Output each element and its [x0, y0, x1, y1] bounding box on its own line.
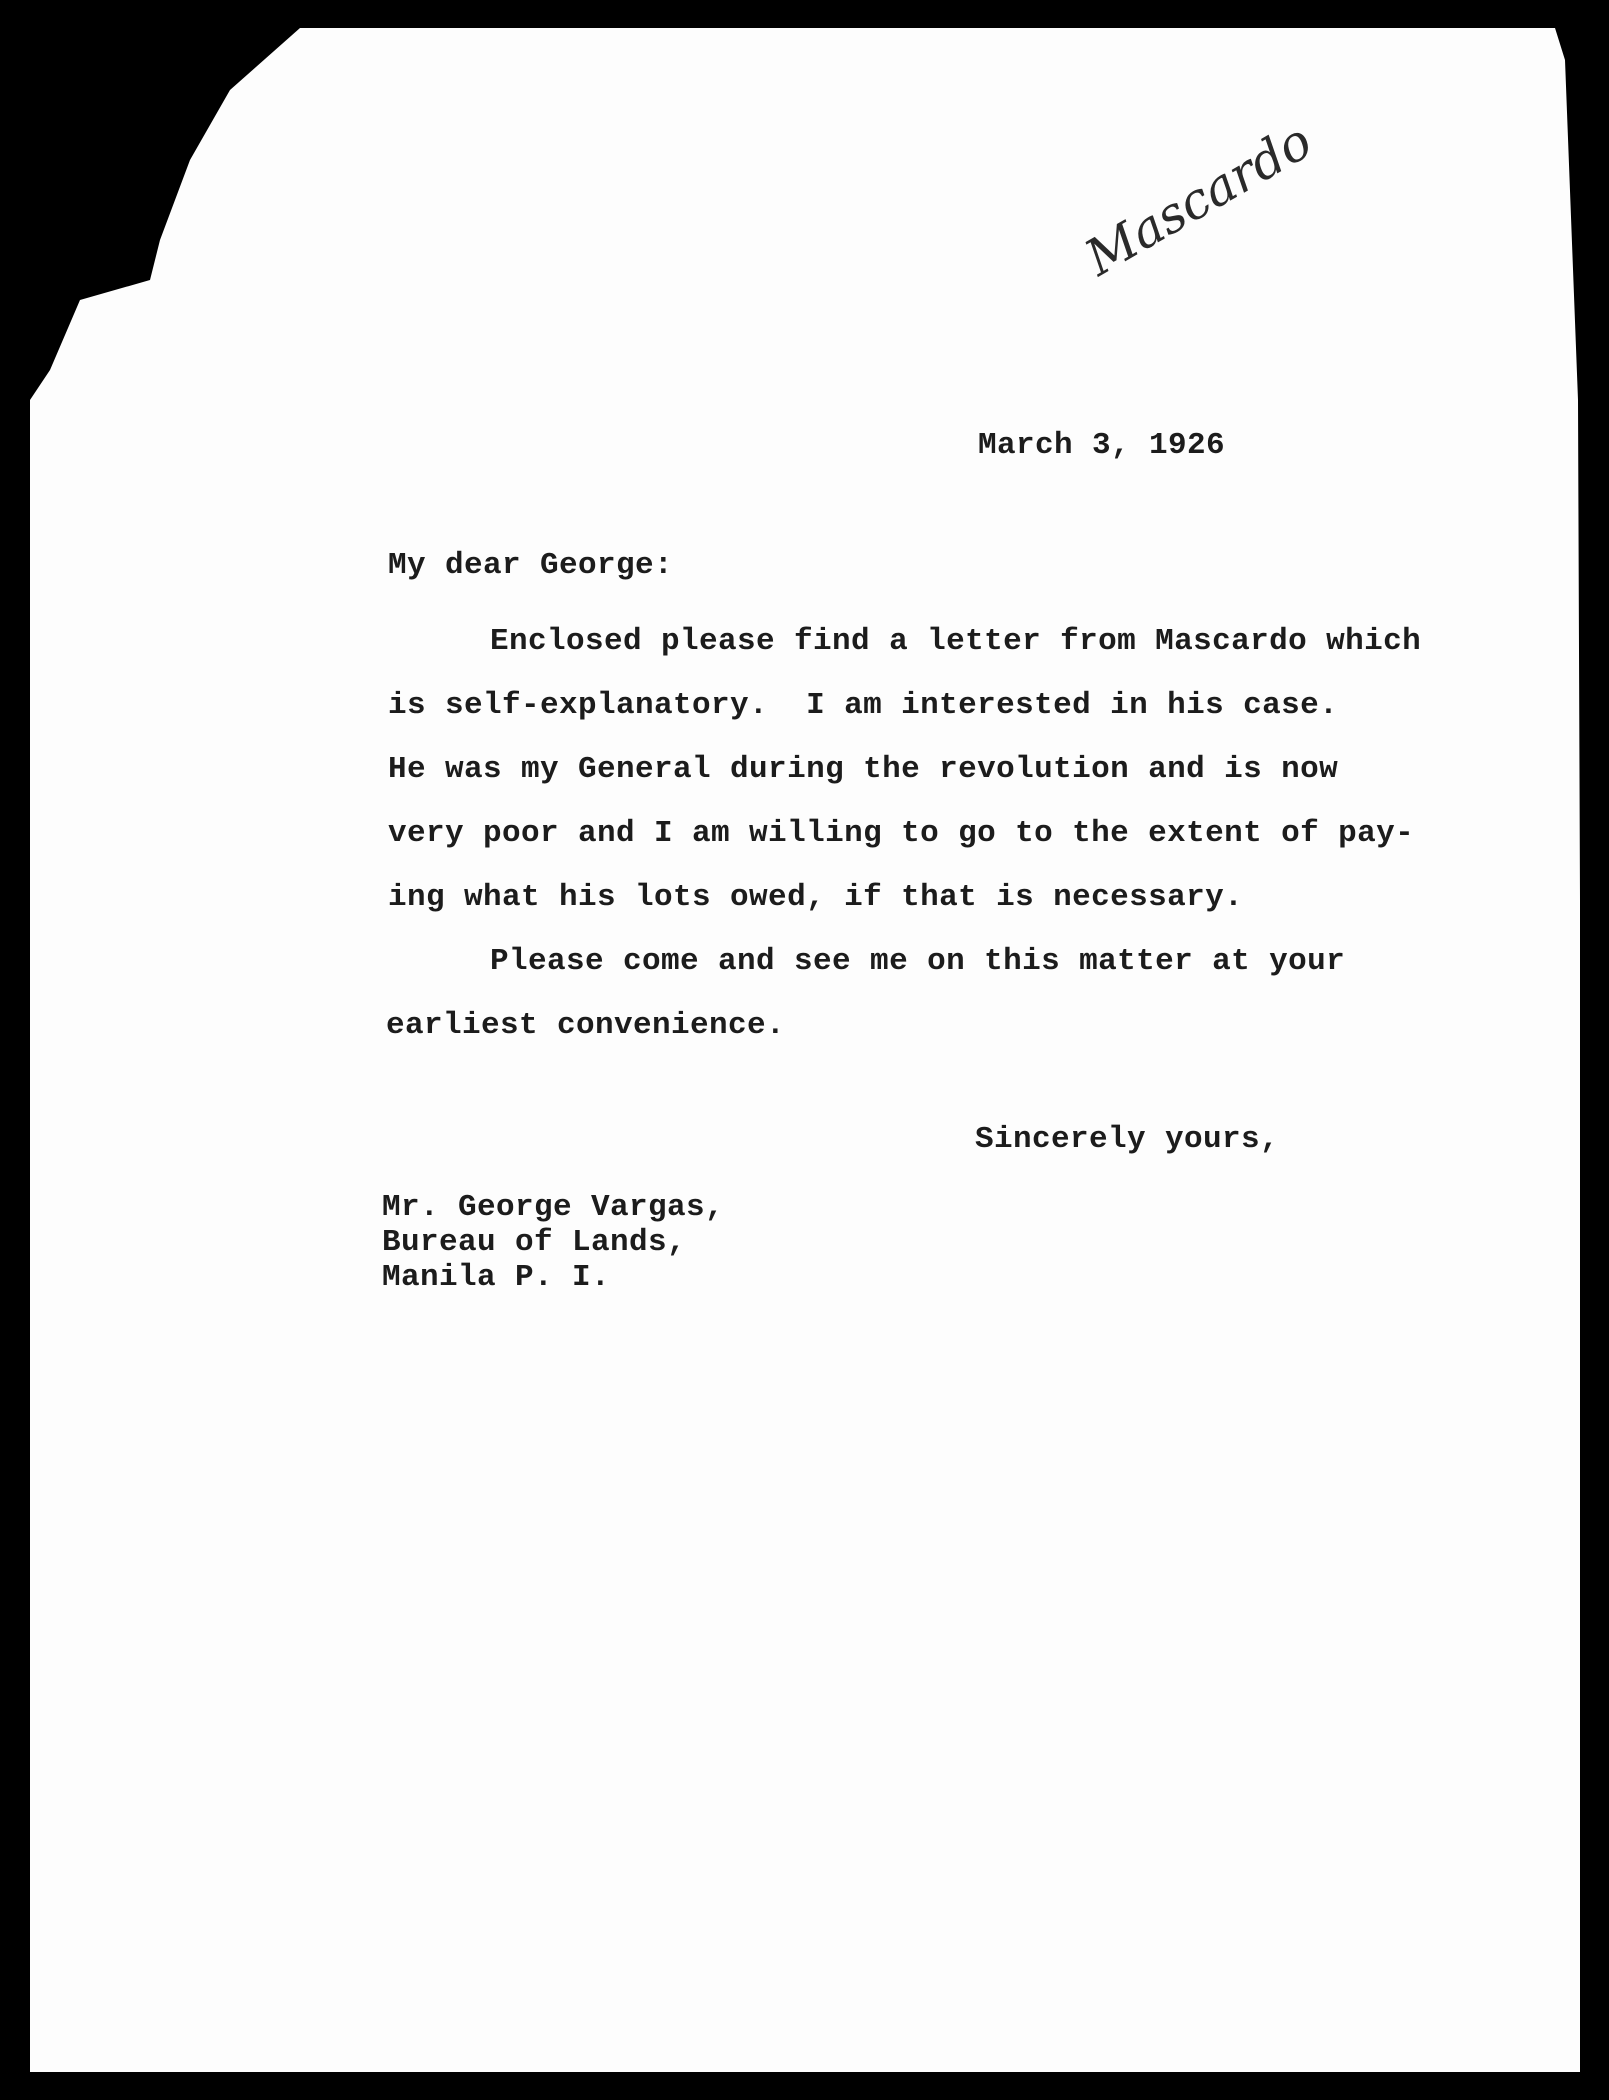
- body-line: is self-explanatory. I am interested in his case.: [388, 688, 1339, 723]
- letter-date: March 3, 1926: [978, 428, 1226, 463]
- body-line: earliest convenience.: [386, 1008, 786, 1043]
- closing: Sincerely yours,: [975, 1122, 1280, 1157]
- recipient-line: Bureau of Lands,: [382, 1225, 687, 1260]
- body-line: ing what his lots owed, if that is necessary.: [388, 880, 1244, 915]
- body-line: Please come and see me on this matter at your: [490, 944, 1346, 979]
- body-line: He was my General during the revolution and is now: [388, 752, 1339, 787]
- handwritten-annotation-text: Mascardo: [1075, 111, 1322, 288]
- body-line: Enclosed please find a letter from Mascardo which: [490, 624, 1422, 659]
- salutation: My dear George:: [388, 548, 674, 583]
- body-line: very poor and I am willing to go to the extent of pay-: [388, 816, 1415, 851]
- recipient-line: Mr. George Vargas,: [382, 1190, 725, 1225]
- recipient-line: Manila P. I.: [382, 1260, 611, 1295]
